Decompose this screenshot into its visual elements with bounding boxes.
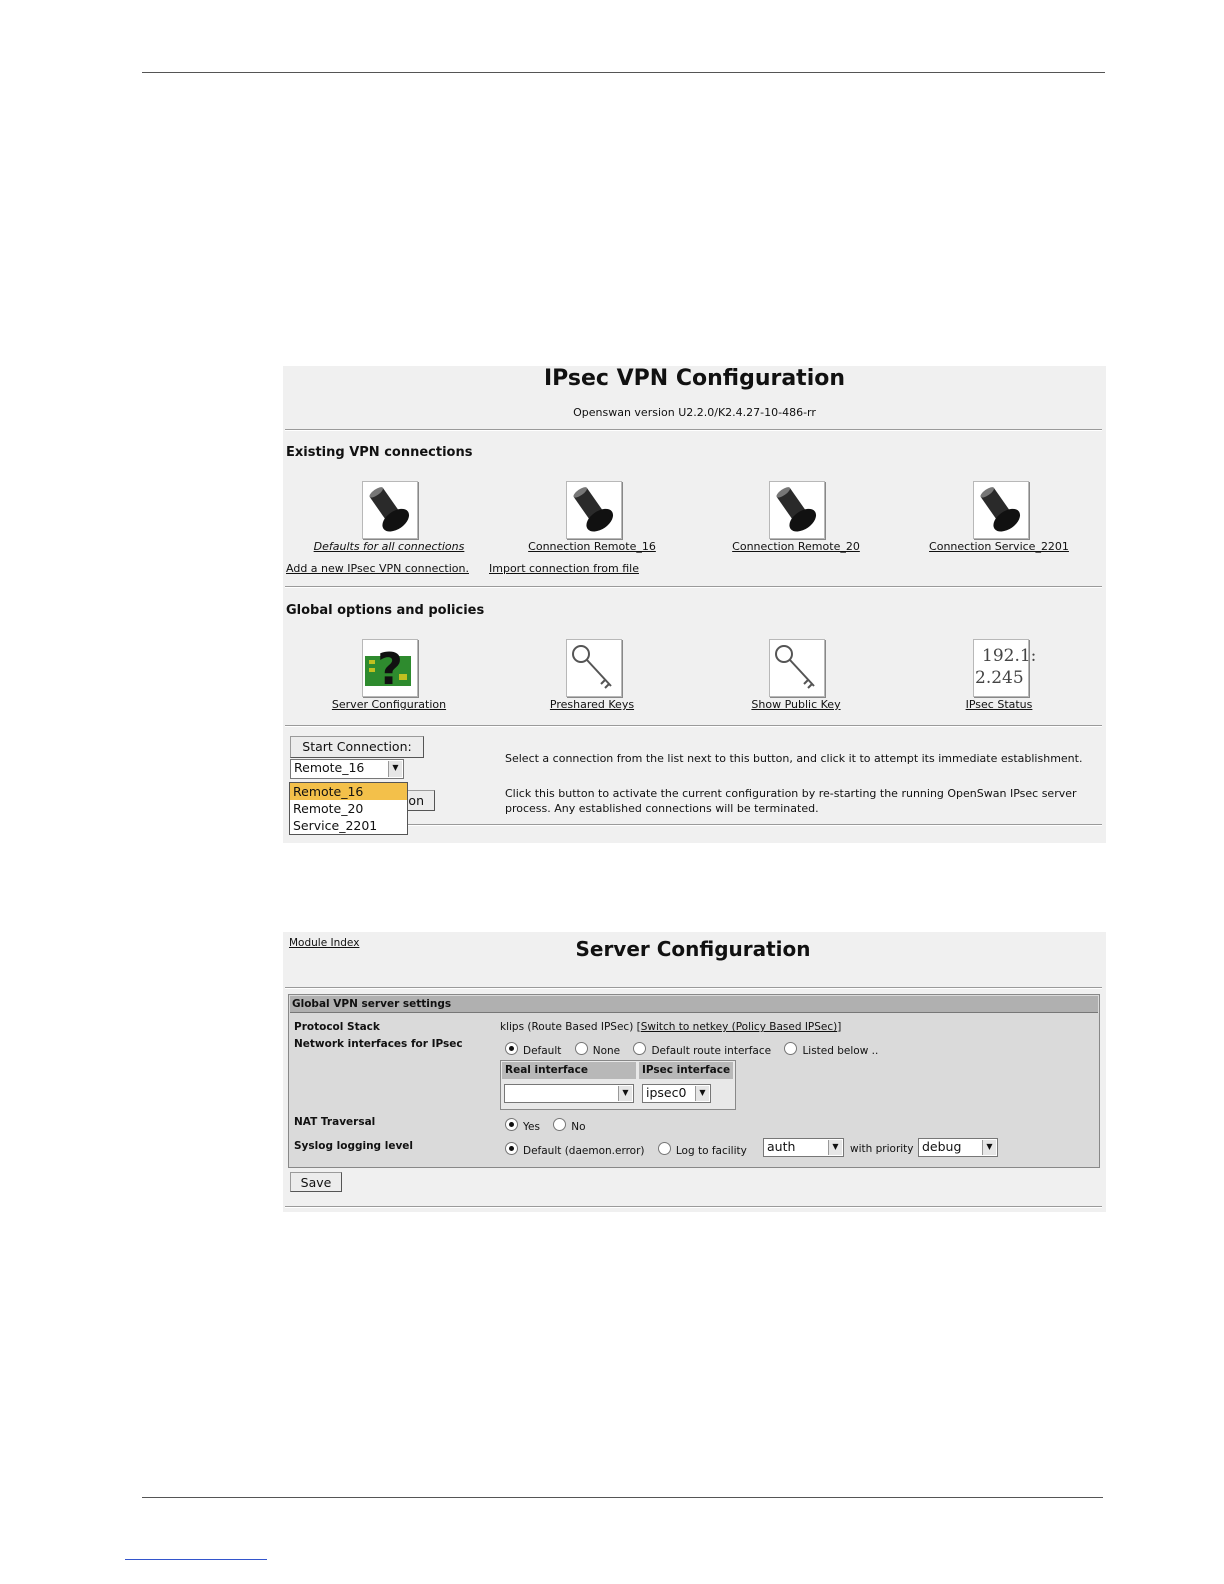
status-icon-text-1: 192.1:: [982, 646, 1037, 666]
chevron-down-icon[interactable]: ▼: [618, 1086, 632, 1101]
nat-yes-radio[interactable]: [505, 1118, 518, 1131]
syslog-priority-value: debug: [922, 1139, 962, 1154]
interface-mapping-table: [500, 1060, 736, 1110]
server-configuration-link[interactable]: Server Configuration: [331, 698, 447, 711]
footnote-rule: [125, 1559, 267, 1560]
syslog-level-label: Syslog logging level: [294, 1140, 414, 1152]
netif-default-label: Default: [523, 1045, 562, 1057]
chevron-down-icon[interactable]: ▼: [982, 1140, 996, 1155]
network-interface-options: [505, 1042, 878, 1057]
nat-no-radio[interactable]: [553, 1118, 566, 1131]
dropdown-option[interactable]: Service_2201: [293, 818, 378, 833]
nat-yes-label: Yes: [523, 1121, 540, 1133]
start-connection-button[interactable]: Start Connection:: [290, 736, 424, 758]
status-icon[interactable]: [973, 639, 1037, 697]
server-config-title: Server Configuration: [575, 937, 811, 961]
ipsec-vpn-panel: [283, 366, 1106, 843]
chevron-down-icon[interactable]: ▼: [828, 1140, 842, 1155]
connection-remote16-link[interactable]: Connection Remote_16: [528, 540, 656, 553]
switch-netkey-link[interactable]: Switch to netkey (Policy Based IPSec): [640, 1021, 838, 1033]
import-connection-link[interactable]: Import connection from file: [489, 562, 639, 575]
preshared-keys-link[interactable]: Preshared Keys: [549, 698, 635, 711]
start-connection-description: Select a connection from the list next to this button, and click it to attempt its immediate establishment.: [505, 752, 1083, 765]
show-public-key-link[interactable]: Show Public Key: [751, 698, 841, 711]
syslog-default-label: Default (daemon.error): [523, 1145, 645, 1157]
protocol-stack-label: Protocol Stack: [294, 1021, 380, 1033]
ipsec-status-link[interactable]: IPsec Status: [965, 698, 1033, 711]
save-button[interactable]: Save: [290, 1172, 342, 1192]
protocol-stack-close: ]: [837, 1021, 842, 1033]
netif-default-route-radio[interactable]: [633, 1042, 646, 1055]
global-options-heading: Global options and policies: [286, 603, 485, 618]
page-top-rule: [142, 72, 1105, 73]
syslog-facility-select[interactable]: [763, 1138, 844, 1157]
connection-remote20-link[interactable]: Connection Remote_20: [732, 540, 860, 553]
key-icon[interactable]: [566, 639, 622, 697]
tube-icon[interactable]: [566, 481, 622, 539]
tube-icon[interactable]: [362, 481, 418, 539]
page-title: IPsec VPN Configuration: [543, 366, 846, 391]
nat-traversal-label: NAT Traversal: [294, 1116, 376, 1128]
dropdown-option[interactable]: Remote_20: [293, 801, 364, 816]
module-index-link[interactable]: Module Index: [289, 937, 360, 949]
syslog-options: [505, 1142, 747, 1157]
server-configuration-panel: [283, 932, 1106, 1212]
netif-listed-label: Listed below ..: [802, 1045, 879, 1057]
real-interface-select[interactable]: [504, 1084, 634, 1103]
chevron-down-icon[interactable]: ▼: [695, 1086, 709, 1101]
with-priority-label: with priority: [850, 1143, 914, 1155]
connection-select-value: Remote_16: [294, 760, 365, 775]
version-text: Openswan version U2.2.0/K2.4.27-10-486-rr: [573, 406, 816, 419]
protocol-stack-text: klips (Route Based IPSec) [: [500, 1021, 641, 1033]
status-icon-text-2: 2.245: [975, 668, 1024, 688]
netif-none-radio[interactable]: [575, 1042, 588, 1055]
syslog-facility-label: Log to facility: [675, 1145, 747, 1157]
apply-description-line-2: process. Any established connections will be terminated.: [505, 802, 819, 815]
defaults-connection-link[interactable]: Defaults for all connections: [313, 540, 465, 553]
divider: [285, 987, 1102, 989]
server-help-icon[interactable]: [362, 639, 418, 697]
divider: [285, 429, 1102, 431]
ipsec-interface-header: IPsec interface: [639, 1062, 733, 1079]
netif-none-label: None: [592, 1045, 621, 1057]
divider: [408, 824, 1102, 826]
add-connection-link[interactable]: Add a new IPsec VPN connection.: [286, 562, 469, 575]
protocol-stack-value: [500, 1021, 841, 1033]
key-icon[interactable]: [769, 639, 825, 697]
real-interface-header: Real interface: [502, 1062, 636, 1079]
nat-no-label: No: [571, 1121, 586, 1133]
connection-select[interactable]: [290, 759, 404, 779]
connection-service2201-link[interactable]: Connection Service_2201: [929, 540, 1069, 553]
nat-traversal-options: [505, 1118, 586, 1133]
tube-icon[interactable]: [973, 481, 1029, 539]
network-interfaces-label: Network interfaces for IPsec: [294, 1038, 463, 1050]
syslog-facility-value: auth: [767, 1139, 796, 1154]
divider: [285, 586, 1102, 588]
global-settings-table: [288, 994, 1100, 1168]
existing-connections-heading: Existing VPN connections: [286, 445, 473, 460]
apply-configuration-button[interactable]: on: [353, 790, 435, 811]
global-settings-heading: Global VPN server settings: [290, 996, 1098, 1013]
page-bottom-rule: [142, 1497, 1103, 1498]
tube-icon[interactable]: [769, 481, 825, 539]
divider: [285, 725, 1102, 727]
ipsec-interface-value: ipsec0: [646, 1085, 687, 1100]
dropdown-option[interactable]: Remote_16: [290, 783, 407, 800]
connection-dropdown-list: [289, 782, 408, 835]
svg-text:?: ?: [377, 644, 403, 695]
netif-default-radio[interactable]: [505, 1042, 518, 1055]
netif-default-route-label: Default route interface: [651, 1045, 772, 1057]
syslog-default-radio[interactable]: [505, 1142, 518, 1155]
ipsec-interface-select[interactable]: [642, 1084, 711, 1103]
divider: [285, 1206, 1102, 1208]
netif-listed-radio[interactable]: [784, 1042, 797, 1055]
apply-description-line-1: Click this button to activate the current configuration by re-starting the running OpenSwan IPsec server: [505, 787, 1077, 800]
syslog-facility-radio[interactable]: [658, 1142, 671, 1155]
chevron-down-icon[interactable]: ▼: [388, 761, 402, 777]
syslog-priority-select[interactable]: [918, 1138, 998, 1157]
